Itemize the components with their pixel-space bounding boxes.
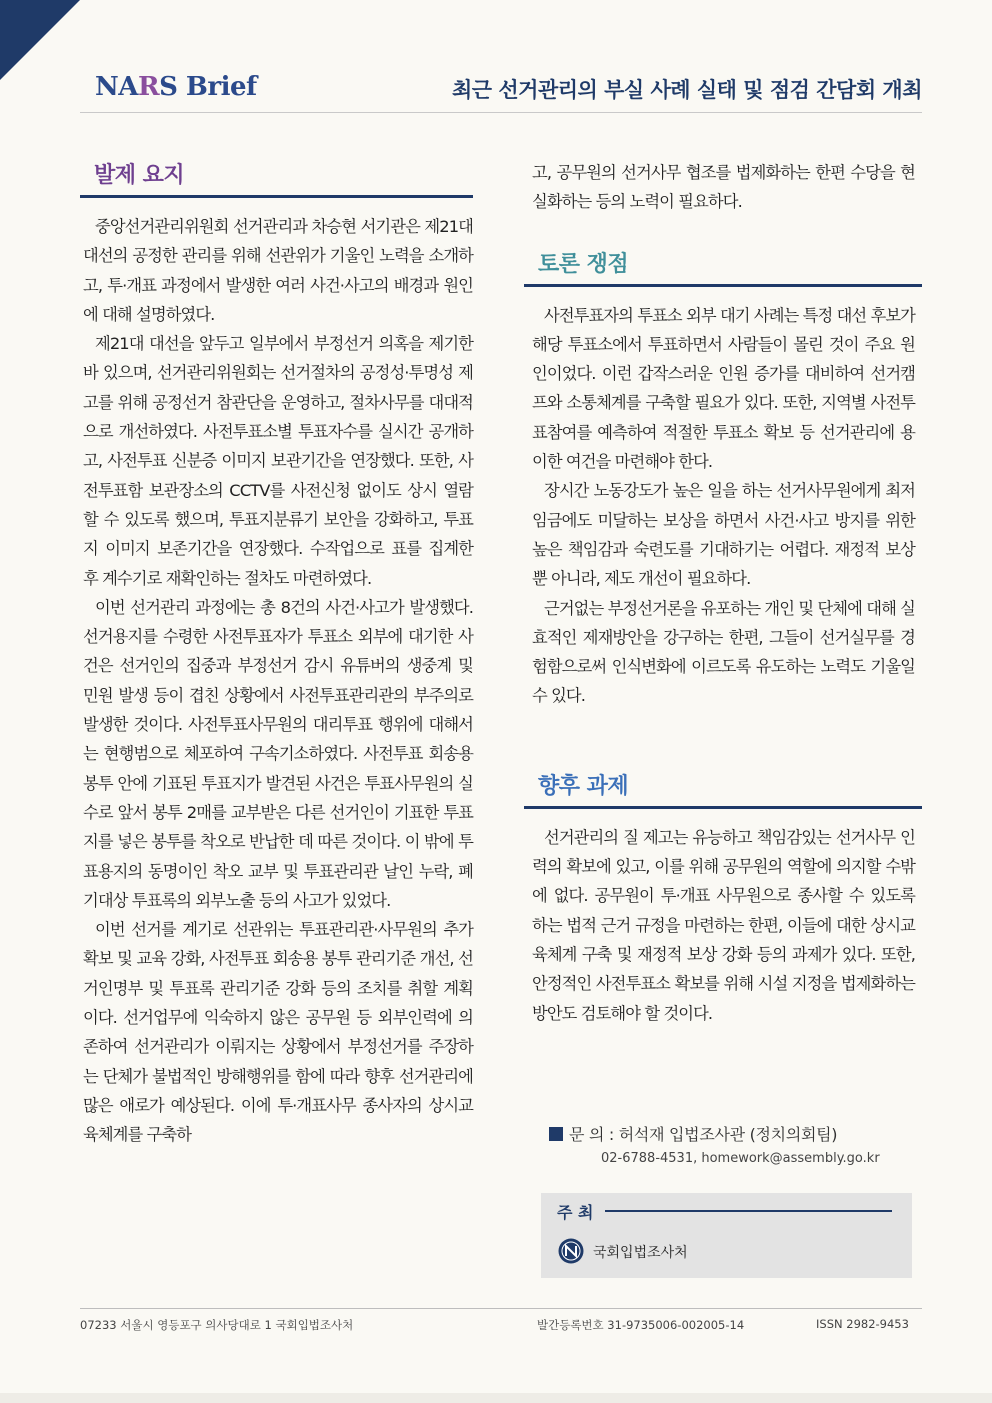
paragraph: 사전투표자의 투표소 외부 대기 사례는 특정 대선 후보가 해당 투표소에서 투표하면서 사람들이 몰린 것이 주요 원인이었다. 이런 갑작스러운 인원 증가를 대비하여 선거캠프와 소통체계를 구축할 필요가 있다. 또한, 지역별 사전투표참여를 예측하여 적절한 투표소 확보 등 선거관리에 용이한 여건을 마련해야 한다.: [532, 305, 915, 472]
debate-body: [524, 301, 915, 711]
header: [95, 68, 922, 112]
contact-person: 문 의 : 허석재 입법조사관 (정치의회팀): [569, 1125, 838, 1144]
paragraph: 선거관리의 질 제고는 유능하고 책임감있는 선거사무 인력의 확보에 있고, 이를 위해 공무원의 역할에 의지할 수밖에 없다. 공무원이 투·개표 사무원으로 종사할 수 있도록 하는 법적 근거 규정을 마련하는 한편, 이들에 대한 상시교육체계 구축 및 재정적 보상 강화 등의 과제가 있다. 또한, 안정적인 사전투표소 확보를 위해 시설 지정을 법제화하는 방안도 검토해야 할 것이다.: [532, 827, 915, 1023]
paragraph: 근거없는 부정선거론을 유포하는 개인 및 단체에 대해 실효적인 제재방안을 강구하는 한편, 그들이 선거실무를 경험함으로써 인식변화에 이르도록 유도하는 노력도 기울일 수 있다.: [532, 598, 915, 706]
nars-emblem-icon: [558, 1238, 584, 1264]
paragraph: 고, 공무원의 선거사무 협조를 법제화하는 한편 수당을 현실화하는 등의 노력이 필요하다.: [532, 163, 915, 212]
bottom-band: [0, 1393, 992, 1403]
paragraph: 장시간 노동강도가 높은 일을 하는 선거사무원에게 최저임금에도 미달하는 보상을 하면서 사건·사고 방지를 위한 높은 책임감과 숙련도를 기대하기는 어렵다. 재정적 보상뿐 아니라, 제도 개선이 필요하다.: [532, 481, 915, 589]
contact-info: [549, 1122, 919, 1166]
section-heading-future: 향후 과제: [524, 769, 922, 809]
section-heading-summary: 발제 요지: [80, 158, 473, 198]
right-column: [524, 158, 922, 1028]
nars-brief-logo: NARS Brief: [95, 72, 257, 102]
document-title: 최근 선거관리의 부실 사례 실태 및 점검 간담회 개최: [452, 78, 922, 102]
paragraph: 중앙선거관리위원회 선거관리과 차승현 서기관은 제21대 대선의 공정한 관리를 위해 선관위가 기울인 노력을 소개하고, 투·개표 과정에서 발생한 여러 사건·사고의 배경과 원인에 대해 설명하였다.: [83, 217, 473, 324]
footer-registration: 발간등록번호 31-9735006-002005-14: [537, 1318, 745, 1332]
footer-address: 07233 서울시 영등포구 의사당대로 1 국회입법조사처: [80, 1318, 354, 1332]
square-bullet-icon: [549, 1127, 563, 1141]
paragraph: 이번 선거를 계기로 선관위는 투표관리관·사무원의 추가 확보 및 교육 강화, 사전투표 회송용 봉투 관리기준 개선, 선거인명부 및 투표록 관리기준 강화 등의 조치를 취할 계획이다. 선거업무에 익숙하지 않은 공무원 등 외부인력에 의존하여 선거관리가 이뤄지는 상황에서 부정선거를 주장하는 단체가 불법적인 방해행위를 함에 따라 향후 선거관리에 많은 애로가 예상된다. 이에 투·개표사무 종사자의 상시교육체계를 구축하: [83, 920, 473, 1145]
paragraph: 제21대 대선을 앞두고 일부에서 부정선거 의혹을 제기한 바 있으며, 선거관리위원회는 선거절차의 공정성·투명성 제고를 위해 공정선거 참관단을 운영하고, 절차사무를 대대적으로 개선하였다. 사전투표소별 투표자수를 실시간 공개하고, 사전투표 신분증 이미지 보관기간을 연장했다. 또한, 사전투표함 보관장소의 CCTV를 사전신청 없이도 상시 열람할 수 있도록 했으며, 투표지분류기 보안을 강화하고, 투표지 이미지 보존기간을 연장했다. 수작업으로 표를 집계한 후 계수기로 재확인하는 절차도 마련하였다.: [83, 334, 473, 588]
section-heading-debate: 토론 쟁점: [524, 247, 922, 287]
header-divider: [80, 112, 922, 113]
contact-details: 02-6788-4531, homework@assembly.go.kr: [601, 1151, 880, 1166]
host-label: 주 최: [557, 1203, 594, 1222]
corner-decoration: [0, 0, 80, 80]
summary-body: [80, 212, 473, 1150]
footer-divider: [80, 1308, 922, 1309]
summary-continuation: [524, 158, 915, 217]
host-box: [541, 1193, 912, 1278]
host-divider: [605, 1210, 892, 1212]
footer-issn: ISSN 2982-9453: [816, 1317, 909, 1331]
future-body: [524, 823, 915, 1028]
left-column: [80, 158, 473, 1150]
contact-line: [549, 1122, 919, 1145]
host-organization: 국회입법조사처: [593, 1245, 688, 1261]
paragraph: 이번 선거관리 과정에는 총 8건의 사건·사고가 발생했다. 선거용지를 수령한 사전투표자가 투표소 외부에 대기한 사건은 선거인의 집중과 부정선거 감시 유튜버의 생중계 및 민원 발생 등이 겹친 상황에서 사전투표관리관의 부주의로 발생한 것이다. 사전투표사무원의 대리투표 행위에 대해서는 현행범으로 체포하여 구속기소하였다. 사전투표 회송용 봉투 안에 기표된 투표지가 발견된 사건은 투표사무원의 실수로 앞서 봉투 2매를 교부받은 다른 선거인이 기표한 투표지를 넣은 봉투를 착오로 반납한 데 따른 것이다. 이 밖에 투표용지의 동명이인 착오 교부 및 투표관리관 날인 누락, 폐기대상 투표록의 외부노출 등의 사고가 있었다.: [83, 597, 473, 910]
